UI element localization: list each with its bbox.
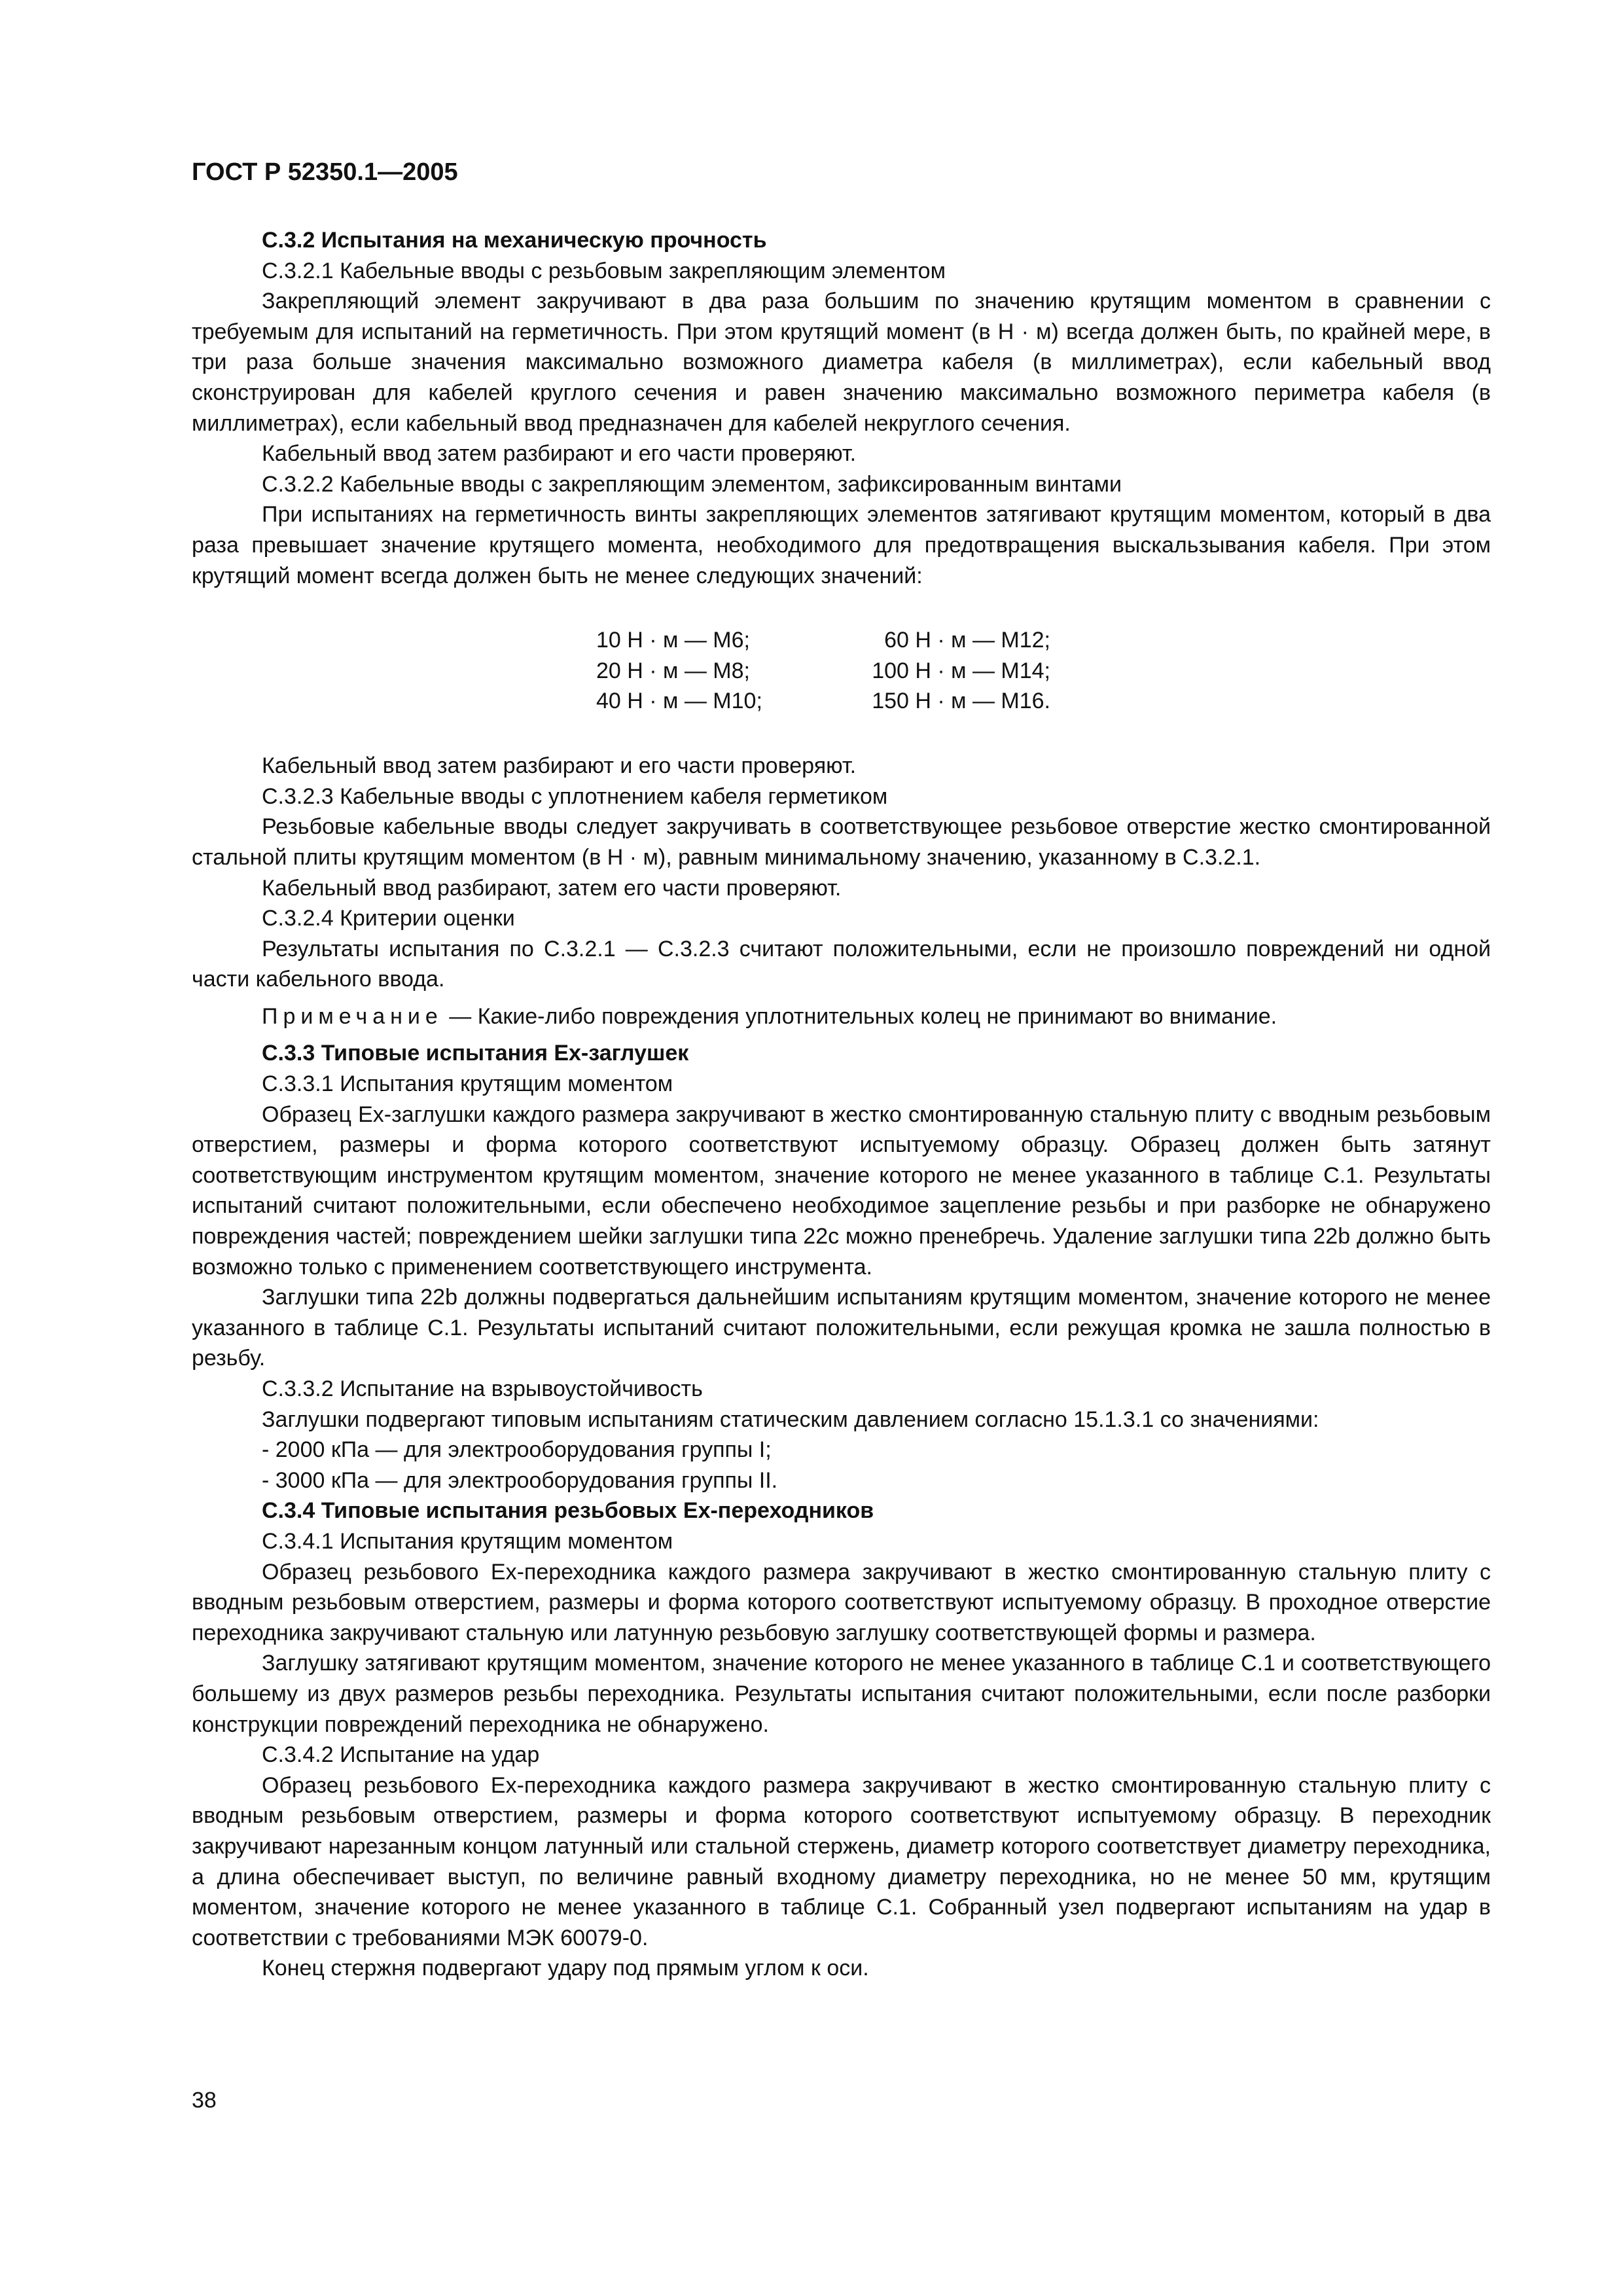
paragraph: Заглушку затягивают крутящим моментом, значение которого не менее указанного в таблице С.1 и соответствующего большему из двух размеров резьбы переходника. Результаты испытания считают положительными, если после разборки конструкции повреждений переходника не обнаружено.	[192, 1651, 1491, 1737]
subsection-title-c331: С.3.3.1 Испытания крутящим моментом	[262, 1071, 673, 1097]
paragraph: Образец Ех-заглушки каждого размера закручивают в жестко смонтированную стальную плиту с вводным резьбовым отверстием, размеры и форма которого соответствуют испытуемому образцу. Образец должен быть затянут соответствующим инструментом крутящим моментом, значение которого не менее указанного в таблице С.1. Результаты испытаний считают положительными, если обеспечено необходимое зацепление резьбы и при разборке не обнаружено повреждения частей; повреждением шейки заглушки типа 22с можно пренебречь. Удаление заглушки типа 22b должно быть возможно только с применением соответствующего инструмента.	[192, 1102, 1491, 1280]
page-number: 38	[192, 2088, 217, 2113]
torque-values-table	[192, 625, 1491, 717]
document-header: ГОСТ Р 52350.1—2005	[192, 158, 458, 186]
torque-column-left	[596, 625, 762, 717]
document-page	[192, 157, 1491, 1984]
subsection-title-c332: С.3.3.2 Испытание на взрывоустойчивость	[262, 1376, 703, 1401]
subsection-title-c342: С.3.4.2 Испытание на удар	[262, 1742, 540, 1768]
paragraph: При испытаниях на герметичность винты закрепляющих элементов затягивают крутящим моментом, который в два раза превышает значение крутящего момента, необходимого для предотвращения выскальзывания кабеля. При этом крутящий момент всегда должен быть не менее следующих значений:	[192, 502, 1491, 588]
list-item: - 2000 кПа — для электрооборудования группы I;	[262, 1437, 772, 1463]
paragraph: Заглушки подвергают типовым испытаниям статическим давлением согласно 15.1.3.1 со значениями:	[262, 1407, 1319, 1432]
paragraph: Результаты испытания по С.3.2.1 — С.3.2.3 считают положительными, если не произошло повреждений ни одной части кабельного ввода.	[192, 936, 1491, 992]
list-item: - 3000 кПа — для электрооборудования группы II.	[262, 1467, 778, 1493]
torque-value: 10 Н · м — М6;	[596, 628, 750, 653]
torque-value: 100 Н · м — М14;	[872, 658, 1050, 683]
subsection-title-c323: С.3.2.3 Кабельные вводы с уплотнением кабеля герметиком	[262, 783, 888, 809]
paragraph: Закрепляющий элемент закручивают в два раза большим по значению крутящим моментом в сравнении с требуемым для испытаний на герметичность. При этом крутящий момент (в Н · м) всегда должен быть, по крайней мере, в три раза больше значения максимально возможного диаметра кабеля (в миллиметрах), если кабельный ввод сконструирован для кабелей круглого сечения и равен значению максимально возможного периметра кабеля (в миллиметрах), если кабельный ввод предназначен для кабелей некруглого сечения.	[192, 289, 1491, 436]
paragraph: Конец стержня подвергают удару под прямым углом к оси.	[262, 1956, 869, 1981]
paragraph: Кабельный ввод разбирают, затем его части проверяют.	[262, 875, 842, 901]
subsection-title-c341: С.3.4.1 Испытания крутящим моментом	[262, 1528, 673, 1554]
paragraph: Заглушки типа 22b должны подвергаться дальнейшим испытаниям крутящим моментом, значение которого не менее указанного в таблице С.1. Результаты испытаний считают положительными, если режущая кромка не зашла полностью в резьбу.	[192, 1285, 1491, 1371]
torque-column-right	[854, 625, 1050, 717]
paragraph: Кабельный ввод затем разбирают и его части проверяют.	[262, 441, 857, 467]
section-heading-c33: С.3.3 Типовые испытания Ех-заглушек	[262, 1041, 689, 1066]
torque-value: 40 Н · м — М10;	[596, 689, 762, 714]
subsection-title-c322: С.3.2.2 Кабельные вводы с закрепляющим элементом, зафиксированным винтами	[262, 471, 1122, 497]
subsection-title-c321: С.3.2.1 Кабельные вводы с резьбовым закрепляющим элементом	[262, 258, 946, 283]
paragraph: Образец резьбового Ех-переходника каждого размера закручивают в жестко смонтированную стальную плиту с вводным резьбовым отверстием, размеры и форма которого соответствуют испытуемому образцу. В переходник закручивают нарезанным концом латунный или стальной стержень, диаметр которого соответствует диаметру переходника, а длина обеспечивает выступ, по величине равный входному диаметру переходника, но не менее 50 мм, крутящим моментом, значение которого не менее указанного в таблице С.1. Собранный узел подвергают испытаниям на удар в соответствии с требованиями МЭК 60079-0.	[192, 1772, 1491, 1950]
note-text: — Какие-либо повреждения уплотнительных колец не принимают во внимание.	[442, 1003, 1277, 1029]
torque-value: 150 Н · м — М16.	[872, 689, 1050, 714]
torque-value: 20 Н · м — М8;	[596, 658, 750, 683]
paragraph: Образец резьбового Ех-переходника каждого размера закручивают в жестко смонтированную стальную плиту с вводным резьбовым отверстием, размеры и форма которого соответствуют испытуемому образцу. В проходное отверстие переходника закручивают стальную или латунную резьбовую заглушку соответствующей формы и размера.	[192, 1559, 1491, 1645]
paragraph: Резьбовые кабельные вводы следует закручивать в соответствующее резьбовое отверстие жестко смонтированной стальной плиты крутящим моментом (в Н · м), равным минимальному значению, указанному в С.3.2.1.	[192, 814, 1491, 870]
section-heading-c32: С.3.2 Испытания на механическую прочность	[262, 228, 767, 253]
subsection-title-c324: С.3.2.4 Критерии оценки	[262, 906, 515, 931]
torque-value: 60 Н · м — М12;	[884, 628, 1050, 653]
note	[192, 1001, 1491, 1032]
section-heading-c34: С.3.4 Типовые испытания резьбовых Ех-переходников	[262, 1498, 874, 1524]
note-label: Примечание	[262, 1003, 443, 1029]
paragraph: Кабельный ввод затем разбирают и его части проверяют.	[262, 753, 857, 779]
